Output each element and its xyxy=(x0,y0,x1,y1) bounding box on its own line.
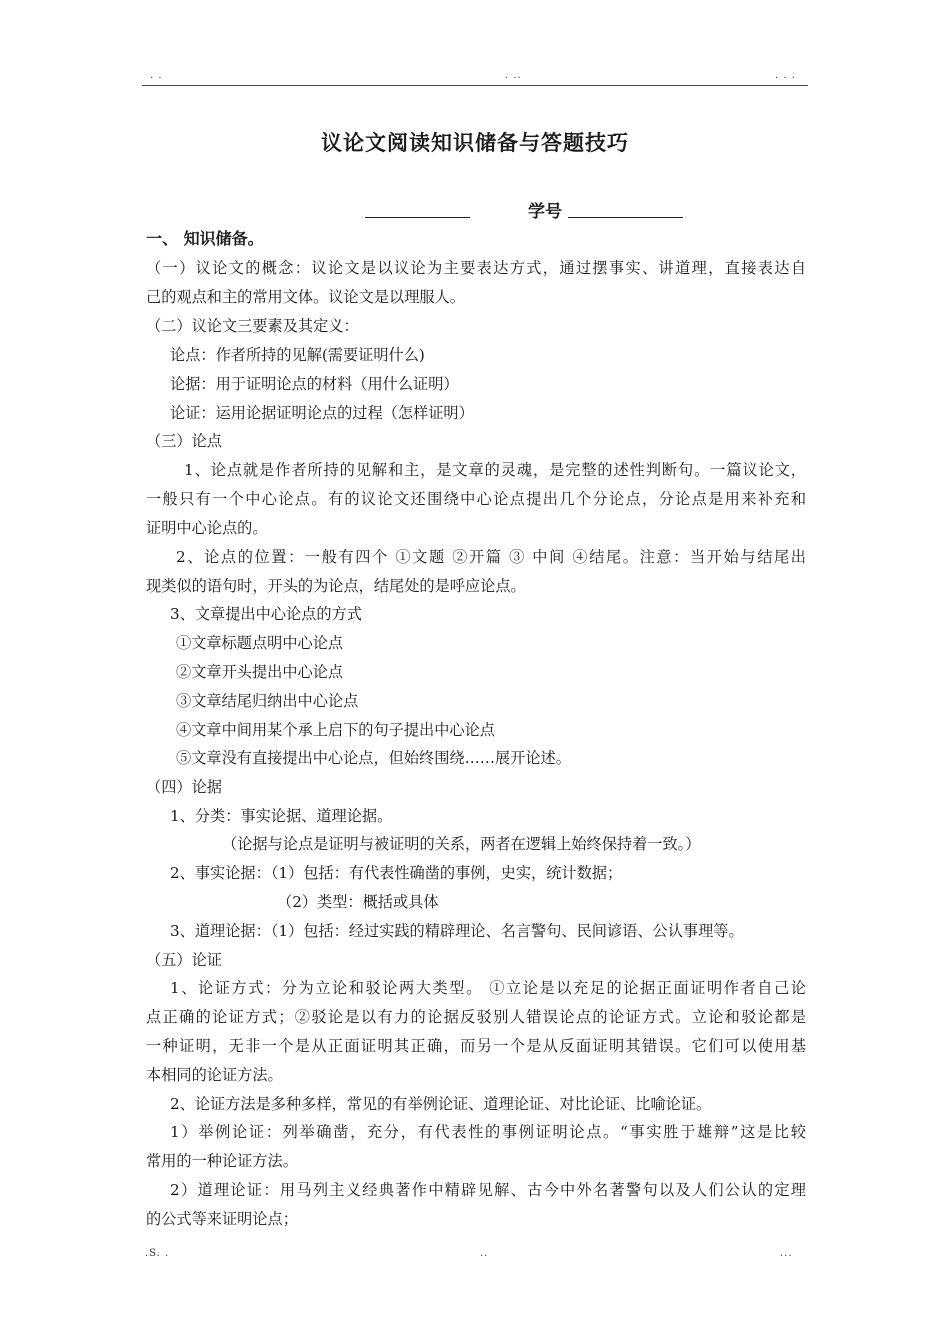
header-right-marks: . . . xyxy=(775,70,796,81)
text-line: （三）论点 xyxy=(146,432,222,450)
page-title: 议论文阅读知识储备与答题技巧 xyxy=(321,130,629,155)
text-line: 2、论证方法是多种多样，常见的有举例论证、道理论证、对比论证、比喻论证。 xyxy=(170,1095,712,1113)
header-center-marks: . .. xyxy=(505,70,522,81)
text-line: 一般只有一个中心论点。有的议论文还围绕中心论点提出几个分论点，分论点是用来补充和 xyxy=(146,490,806,508)
text-line: ①文章标题点明中心论点 xyxy=(176,634,344,652)
text-line: 2、论点的位置：一般有四个 ①文题 ②开篇 ③ 中间 ④结尾。注意：当开始与结尾出 xyxy=(176,548,806,566)
text-line: 1、论证方式：分为立论和驳论两大类型。 ①立论是以充足的论据正面证明作者自己论 xyxy=(170,979,806,997)
text-line: （论据与论点是证明与被证明的关系，两者在逻辑上始终保持着一致。） xyxy=(222,835,701,853)
text-line: （五）论证 xyxy=(146,951,222,969)
text-line: 己的观点和主的常用文体。议论文是以理服人。 xyxy=(146,288,465,306)
header-left-marks: . . xyxy=(150,70,163,81)
footer-left-marks: .S. . xyxy=(145,1248,170,1259)
footer-right-marks: ... xyxy=(780,1248,793,1259)
footer-center-marks: .. xyxy=(480,1248,489,1259)
text-line: （一）议论文的概念：议论文是以议论为主要表达方式，通过摆事实、讲道理，直接表达自 xyxy=(146,259,806,277)
text-line: 常用的一种论证方法。 xyxy=(146,1152,298,1170)
text-line: 3、文章提出中心论点的方式 xyxy=(170,605,362,623)
header-rule xyxy=(142,85,808,86)
student-number-blank-line xyxy=(568,217,683,218)
text-line: 现类似的语句时，开头的为论点，结尾处的是呼应论点。 xyxy=(146,577,526,595)
student-number-label: 学号 xyxy=(528,202,562,222)
text-line: 一种证明，无非一个是从正面证明其正确，而另一个是从反面证明其错误。它们可以使用基 xyxy=(146,1037,806,1055)
text-line: （四）论据 xyxy=(146,778,222,796)
text-line: 的公式等来证明论点； xyxy=(146,1210,298,1228)
text-line: 论据：用于证明论点的材料（用什么证明） xyxy=(170,375,459,393)
text-line: 3、道理论据：（1）包括：经过实践的精辟理论、名言警句、民间谚语、公认事理等。 xyxy=(170,922,744,940)
text-line: 论证：运用论据证明论点的过程（怎样证明） xyxy=(170,404,474,422)
text-line: 论点：作者所持的见解(需要证明什么) xyxy=(170,346,425,364)
name-blank-line xyxy=(365,217,470,218)
text-line: 1、论点就是作者所持的见解和主，是文章的灵魂，是完整的述性判断句。一篇议论文， xyxy=(184,461,806,479)
text-line: 本相同的论证方法。 xyxy=(146,1066,283,1084)
text-line: （二）议论文三要素及其定义： xyxy=(146,317,359,335)
text-line: 点正确的论证方式；②驳论是以有力的论据反驳别人错误论点的论证方式。立论和驳论都是 xyxy=(146,1008,806,1026)
text-line: （2）类型：概括或具体 xyxy=(277,893,439,911)
text-line: ⑤文章没有直接提出中心论点，但始终围绕……展开论述。 xyxy=(176,749,571,767)
text-line: 证明中心论点的。 xyxy=(146,519,268,537)
text-line: 1、分类：事实论据、道理论据。 xyxy=(170,807,393,825)
text-line: ④文章中间用某个承上启下的句子提出中心论点 xyxy=(176,721,495,739)
section-heading: 一、 知识储备。 xyxy=(146,229,264,248)
text-line: ②文章开头提出中心论点 xyxy=(176,663,344,681)
text-line: ③文章结尾归纳出中心论点 xyxy=(176,692,359,710)
text-line: 1）举例论证：列举确凿，充分，有代表性的事例证明论点。“事实胜于雄辩”这是比较 xyxy=(170,1123,806,1141)
text-line: 2、事实论据：（1）包括：有代表性确凿的事例，史实，统计数据； xyxy=(170,864,623,882)
text-line: 2）道理论证：用马列主义经典著作中精辟见解、古今中外名著警句以及人们公认的定理 xyxy=(170,1181,806,1199)
